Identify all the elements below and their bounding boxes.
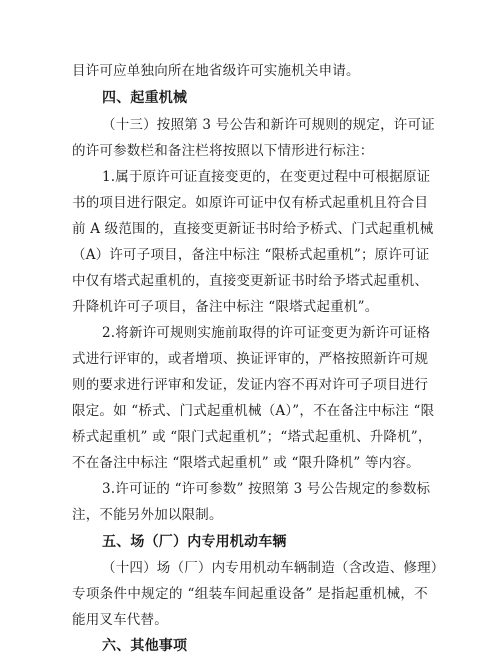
paragraph-line: 则的要求进行评审和发证，发证内容不再对许可子项目进行	[72, 377, 429, 393]
paragraph-line: （十三）按照第 3 号公告和新许可规则的规定，许可证	[102, 117, 435, 133]
paragraph-line: 1.属于原许可证直接变更的，在变更过程中可根据原证	[102, 169, 431, 185]
paragraph-line: 目许可应单独向所在地省级许可实施机关申请。	[72, 63, 360, 79]
paragraph-line: （A）许可子项目，备注中标注 “限桥式起重机”；原许可证	[72, 247, 430, 263]
paragraph-line: 不在备注中标注 “限塔式起重机” 或 “限升降机” 等内容。	[72, 455, 420, 471]
paragraph-line: 限定。如 “桥式、门式起重机械（A）”，不在备注中标注 “限	[72, 403, 435, 419]
paragraph-line: （十四）场（厂）内专用机动车辆制造（含改造、修理）	[102, 560, 445, 576]
section-heading-vehicles: 五、场（厂）内专用机动车辆	[102, 534, 287, 550]
paragraph-line: 桥式起重机” 或 “限门式起重机”；“塔式起重机、升降机”，	[72, 429, 432, 445]
section-heading-cranes: 四、起重机械	[102, 90, 188, 106]
paragraph-line: 式进行评审的，或者增项、换证评审的，严格按照新许可规	[72, 351, 429, 367]
paragraph-line: 升降机许可子项目，备注中标注 “限塔式起重机”。	[72, 299, 379, 315]
paragraph-line: 能用叉车代替。	[72, 612, 168, 628]
paragraph-line: 3.许可证的 “许可参数” 按照第 3 号公告规定的参数标	[102, 481, 431, 497]
paragraph-line: 2.将新许可规则实施前取得的许可证变更为新许可证格	[102, 325, 431, 341]
paragraph-line: 专项条件中规定的 “组装车间起重设备” 是指起重机械，不	[72, 586, 428, 602]
paragraph-line: 中仅有塔式起重机的，直接变更新证书时给予塔式起重机、	[72, 273, 429, 289]
paragraph-line: 书的项目进行限定。如原许可证中仅有桥式起重机且符合目	[72, 195, 429, 211]
paragraph-line: 的许可参数栏和备注栏将按照以下情形进行标注：	[72, 143, 374, 159]
section-heading-other: 六、其他事项	[102, 638, 188, 654]
paragraph-line: 前 A 级范围的，直接变更新证书时给予桥式、门式起重机械	[72, 221, 434, 237]
paragraph-line: 注，不能另外加以限制。	[72, 507, 223, 523]
